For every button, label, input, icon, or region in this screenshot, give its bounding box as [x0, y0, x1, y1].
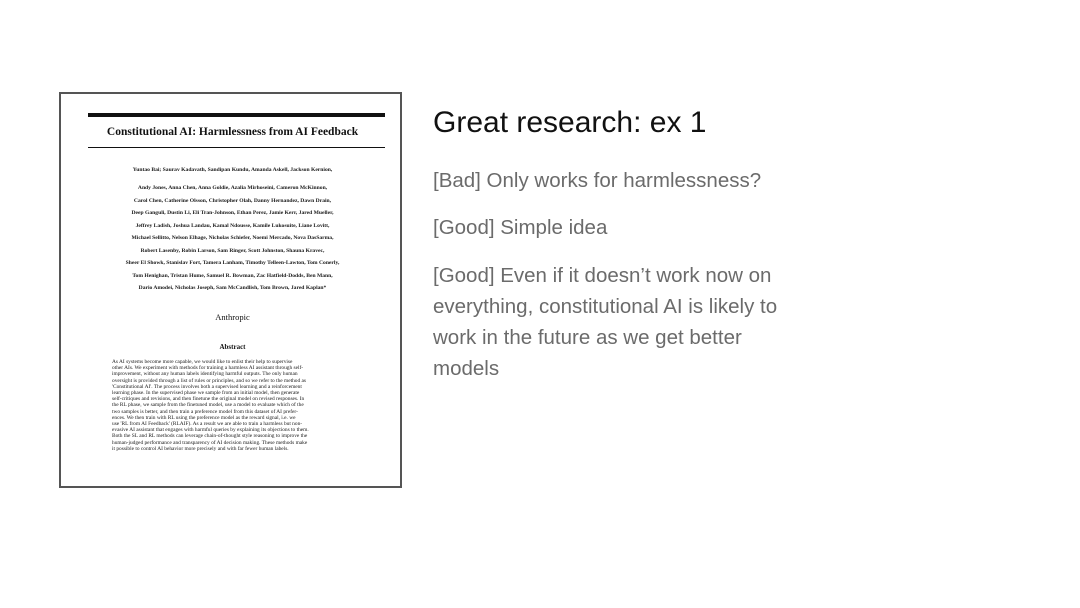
abstract-line: the RL phase, we sample from the finetuned model, use a model to evaluate which of the	[112, 402, 304, 409]
point-line: everything, constitutional AI is likely to	[433, 295, 778, 318]
author-line: Andy Jones, Anna Chen, Anna Goldie, Azalia Mirhoseini, Cameron McKinnon,	[137, 185, 328, 191]
abstract-line: it possible to control AI behavior more precisely and with far fewer human labels.	[112, 445, 289, 452]
abstract-text	[112, 359, 362, 452]
abstract-line: Both the SL and RL methods can leverage chain-of-thought style reasoning to improve the	[112, 433, 308, 440]
abstract-line: human-judged performance and transparency of AI decision making. These methods make	[112, 439, 308, 446]
point-line: [Good] Even if it doesn’t work now on	[433, 264, 772, 287]
slide-heading: Great research: ex 1	[433, 106, 707, 139]
abstract-line: As AI systems become more capable, we would like to enlist their help to supervise	[112, 359, 293, 365]
point-line: models	[433, 357, 500, 380]
author-line: Robert Lasenby, Robin Larson, Sam Ringer, Scott Johnston, Shauna Kravec,	[140, 247, 325, 254]
point-good-simple-idea	[433, 212, 853, 243]
title-rule-top	[88, 113, 385, 117]
abstract-line: 'Constitutional AI'. The process involves both a supervised learning and a reinforcement	[112, 383, 302, 390]
paper-title: Constitutional AI: Harmlessness from AI Feedback	[106, 126, 359, 138]
paper-affiliation: Anthropic	[215, 312, 250, 322]
abstract-line: improvement, without any human labels identifying harmful outputs. The only human	[112, 371, 298, 378]
abstract-line: other AIs. We experiment with methods for training a harmless AI assistant through self-	[112, 365, 304, 372]
paper-authors-first-line: Yuntao Bai; Saurav Kadavath, Sandipan Kundu, Amanda Askell, Jackson Kernion,	[132, 167, 333, 173]
abstract-line: two samples is better, and then train a preference model from this dataset of AI prefer-	[112, 408, 298, 415]
abstract-line: learning phase. In the supervised phase we sample from an initial model, then generate	[112, 390, 300, 397]
abstract-line: oversight is provided through a list of rules or principles, and so we refer to the method as	[112, 377, 307, 384]
abstract-line: self-critiques and revisions, and then finetune the original model on revised responses. In	[112, 396, 305, 403]
paper-thumbnail	[59, 92, 402, 488]
point-bad-harmlessness	[433, 165, 853, 196]
point-line: [Bad] Only works for harmlessness?	[433, 169, 762, 192]
author-line: Carol Chen, Catherine Olsson, Christopher Olah, Danny Hernandez, Dawn Drain,	[133, 197, 332, 204]
abstract-heading: Abstract	[219, 343, 246, 351]
abstract-line: evasive AI assistant that engages with harmful queries by explaining its objections to them.	[112, 427, 309, 434]
abstract-line: use 'RL from AI Feedback' (RLAIF). As a result we are able to train a harmless but non-	[112, 421, 303, 428]
author-line: Michael Sellitto, Nelson Elhage, Nicholas Schiefer, Noemi Mercado, Nova DasSarma,	[131, 235, 334, 241]
point-line: [Good] Simple idea	[433, 216, 608, 239]
abstract-line: ences. We then train with RL using the preference model as the reward signal, i.e. we	[112, 414, 296, 421]
author-line: Sheer El Showk, Stanislav Fort, Tamera Lanham, Timothy Telleen-Lawton, Tom Conerly,	[125, 260, 340, 266]
point-good-future-models	[433, 260, 853, 384]
title-rule-bottom	[88, 147, 385, 148]
author-line: Tom Henighan, Tristan Hume, Samuel R. Bowman, Zac Hatfield-Dodds, Ben Mann,	[132, 272, 333, 279]
paper-authors	[71, 182, 394, 295]
author-line: Deep Ganguli, Dustin Li, Eli Tran-Johnson, Ethan Perez, Jamie Kerr, Jared Mueller,	[131, 210, 334, 216]
point-line: work in the future as we get better	[433, 326, 742, 349]
author-line: Jeffrey Ladish, Joshua Landau, Kamal Ndousse, Kamile Lukosuite, Liane Lovitt,	[135, 222, 330, 229]
author-line: Dario Amodei, Nicholas Joseph, Sam McCandlish, Tom Brown, Jared Kaplan*	[138, 285, 327, 291]
